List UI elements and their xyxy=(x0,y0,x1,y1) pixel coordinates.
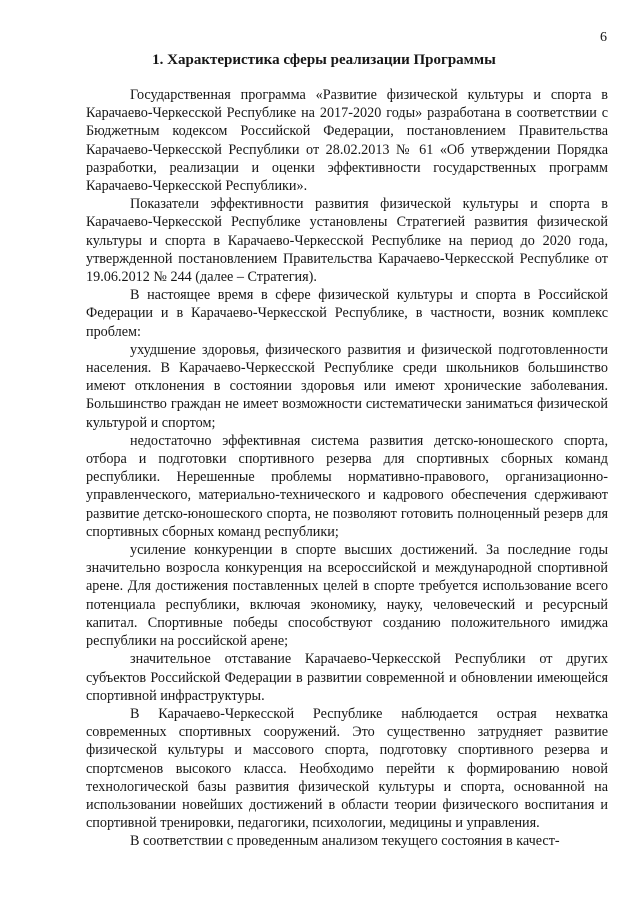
paragraph: В соответствии с проведенным анализом текущего состояния в качест- xyxy=(130,833,560,850)
paragraph: Показатели эффективности развития физической культуры и спорта в Карачаево-Черкесской Республике установлены Стратегией развития физической культуры и спорта в Карачаево-Черкесской Республике на период до 2020 года, утвержденной постановлением Правительства Карачаево-Черкесской Республике от 19.06.2012 № 244 (далее – Стратегия). xyxy=(86,196,608,286)
paragraph: усиление конкуренции в спорте высших достижений. За последние годы значительно возросла конкуренция на всероссийской и международной спортивной арене. Для достижения поставленных целей в спорте требуется использование всего потенциала республики, включая экономику, науку, человеческий и ресурсный капитал. Спортивные победы способствуют созданию положительного имиджа республики на российской арене; xyxy=(86,542,608,650)
paragraph: недостаточно эффективная система развития детско-юношеского спорта, отбора и подготовки спортивного резерва для спортивных сборных команд республики. Нерешенные проблемы нормативно-правового, организационно-управленческого, материально-технического и кадрового обеспечения сдерживают развитие детско-юношеского спорта, не позволяют готовить полноценный резерв для спортивных сборных команд республики; xyxy=(86,432,608,540)
page-number: 6 xyxy=(600,30,607,45)
section-title: 1. Характеристика сферы реализации Программы xyxy=(152,52,496,68)
body-text xyxy=(86,86,608,851)
paragraph: В Карачаево-Черкесской Республике наблюдается острая нехватка современных спортивных сооружений. Это существенно затрудняет развитие физической культуры и массового спорта, подготовку спортивного резерва и спортсменов высокого класса. Необходимо перейти к формированию новой технологической базы развития физической культуры и спорта, основанной на использовании новейших достижений в области теории физического воспитания и спортивной тренировки, педагогики, психологии, медицины и управления. xyxy=(86,705,608,832)
paragraph: В настоящее время в сфере физической культуры и спорта в Российской Федерации и в Карачаево-Черкесской Республике, в частности, возник комплекс проблем: xyxy=(86,287,608,340)
paragraph: ухудшение здоровья, физического развития и физической подготовленности населения. В Карачаево-Черкесской Республике среди школьников большинство имеют отклонения в состоянии здоровья или имеют хронические заболевания. Большинство граждан не имеет возможности систематически заниматься физической культурой и спортом; xyxy=(86,341,608,431)
paragraph: Государственная программа «Развитие физической культуры и спорта в Карачаево-Черкесской Республике на 2017-2020 годы» разработана в соответствии с Бюджетным кодексом Российской Федерации, постановлением Правительства Карачаево-Черкесской Республики от 28.02.2013 № 61 «Об утверждении Порядка разработки, реализации и оценки эффективности государственных программ Карачаево-Черкесской Республики». xyxy=(86,87,608,195)
paragraph: значительное отставание Карачаево-Черкесской Республики от других субъектов Российской Федерации в развитии современной и обновлении имеющейся спортивной инфраструктуры. xyxy=(86,651,608,704)
